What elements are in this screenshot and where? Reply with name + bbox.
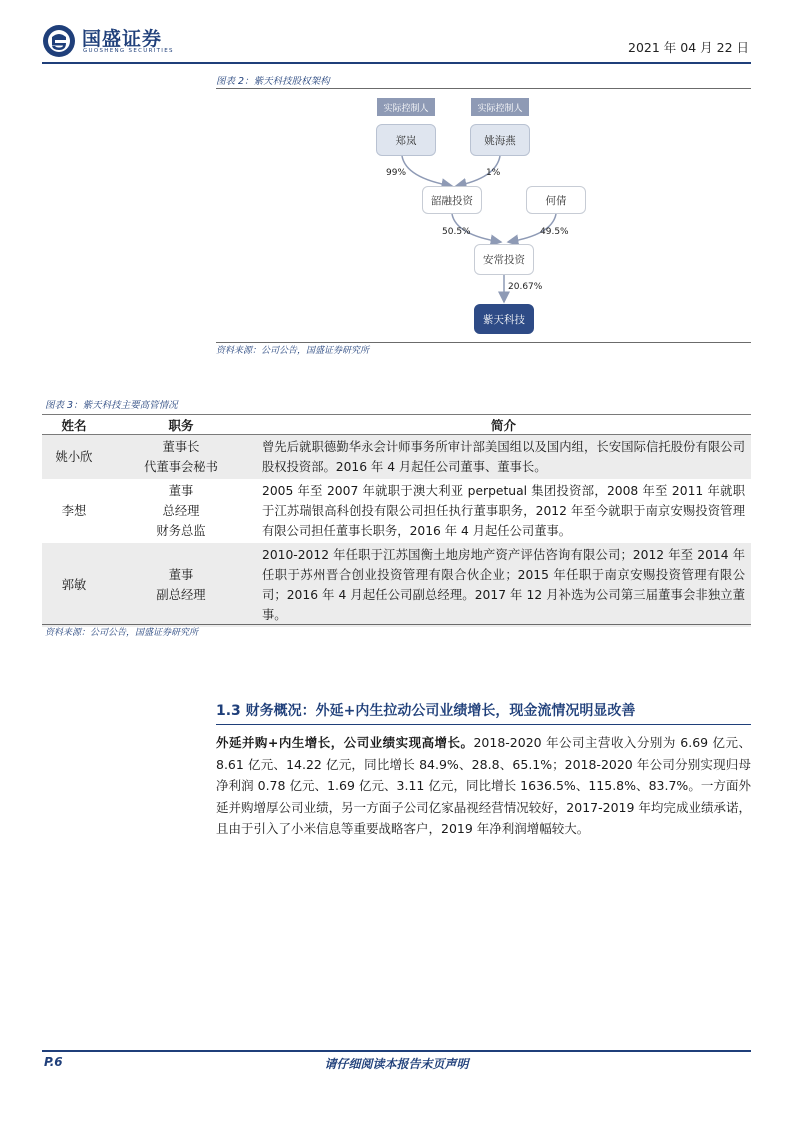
exec-roles (106, 543, 256, 627)
exec-roles (106, 479, 256, 543)
section-rule (216, 724, 751, 725)
table-row (42, 435, 751, 480)
controller-tag-1: 实际控制人 (377, 98, 435, 116)
exec-role: 副总经理 (156, 588, 206, 602)
header-bio: 简介 (256, 415, 751, 435)
exec-role: 董事 (168, 568, 194, 582)
node-shaorong-invest: 韶融投资 (422, 186, 482, 214)
exec-bio: 2010-2012 年任职于江苏国衡土地房地产资产评估咨询有限公司；2012 年至 2014 年任职于苏州晋合创业投资管理有限合伙企业；2015 年任职于南京安赐投资管理有限公司；2016 年 4 月起任公司副总经理。2017 年 12 月补选为公司第三届董事会非独立董事。 (256, 543, 751, 627)
exec-roles (106, 435, 256, 480)
logo-text: 国盛证券 (82, 28, 163, 50)
page-number: P.6 (44, 1055, 63, 1069)
node-yao-haiyan: 姚海燕 (470, 124, 530, 156)
node-anchang-invest: 安常投资 (474, 244, 534, 275)
pct-yao: 1% (486, 168, 501, 178)
header-divider (42, 62, 751, 64)
exec-role: 财务总监 (156, 524, 206, 538)
figure3-source: 资料来源：公司公告，国盛证券研究所 (45, 628, 199, 638)
paragraph-lead: 外延并购+内生增长，公司业绩实现高增长。 (216, 735, 474, 750)
pct-heqian: 49.5% (540, 227, 569, 237)
table-row (42, 479, 751, 543)
figure2-title: 图表 2：紫天科技股权架构 (216, 76, 330, 87)
header-name: 姓名 (42, 415, 106, 435)
footer-divider (42, 1050, 751, 1052)
figure3-title: 图表 3：紫天科技主要高管情况 (45, 400, 178, 411)
exec-role: 代董事会秘书 (144, 460, 218, 474)
exec-role: 总经理 (162, 504, 200, 518)
figure2-source: 资料来源：公司公告，国盛证券研究所 (216, 346, 370, 356)
edge-zheng-shaorong (402, 156, 452, 186)
exec-name: 李想 (61, 504, 87, 518)
pct-zheng: 99% (386, 168, 407, 178)
logo-icon (42, 24, 76, 58)
node-zheng-lan: 郑岚 (376, 124, 436, 156)
paragraph-body: 2018-2020 年公司主营收入分别为 6.69 亿元、8.61 亿元、14.22 亿元，同比增长 84.9%、28.8、65.1%；2018-2020 年公司分别实现归母净利润 0.78 亿元、1.69 亿元、3.11 亿元，同比增长 1636.5%、115.8%、83.7%。一方面外延并购增厚公司业绩，另一方面子公司亿家晶视经营情况较好，2017-2019 年均完成业绩承诺，且由于引入了小米信息等重要战略客户，2019 年净利润增幅较大。 (216, 735, 751, 836)
controller-tag-2: 实际控制人 (471, 98, 529, 116)
section-paragraph (216, 732, 751, 840)
node-he-qian: 何倩 (526, 186, 586, 214)
exec-role: 董事长 (162, 440, 200, 454)
logo-subtext: GUOSHENG SECURITIES (83, 48, 174, 54)
table-row (42, 543, 751, 627)
pct-anchang: 20.67% (508, 282, 543, 292)
management-table (42, 414, 751, 627)
exec-name: 姚小欣 (42, 435, 106, 480)
figure2-top-rule (216, 88, 751, 89)
table-header-row (42, 415, 751, 435)
exec-name: 郭敏 (42, 543, 106, 627)
exec-role: 董事 (168, 484, 194, 498)
pct-shaorong: 50.5% (442, 227, 471, 237)
disclaimer-note: 请仔细阅读本报告末页声明 (324, 1057, 469, 1071)
report-date: 2021 年 04 月 22 日 (628, 40, 749, 55)
header-role: 职务 (106, 415, 256, 435)
ownership-chart (216, 90, 751, 342)
exec-bio: 2005 年至 2007 年就职于澳大利亚 perpetual 集团投资部，2008 年至 2011 年就职于江苏瑞银高科创投有限公司担任执行董事职务，2012 年至今就职于南京安赐投资管理有限公司担任董事长职务，2016 年 4 月起任公司董事。 (262, 484, 745, 538)
node-zitian-tech: 紫天科技 (474, 304, 534, 334)
section-title: 1.3 财务概况：外延+内生拉动公司业绩增长，现金流情况明显改善 (216, 703, 636, 719)
exec-bio: 曾先后就职德勤华永会计师事务所审计部美国组以及国内组，长安国际信托股份有限公司股权投资部。2016 年 4 月起任公司董事、董事长。 (256, 435, 751, 480)
